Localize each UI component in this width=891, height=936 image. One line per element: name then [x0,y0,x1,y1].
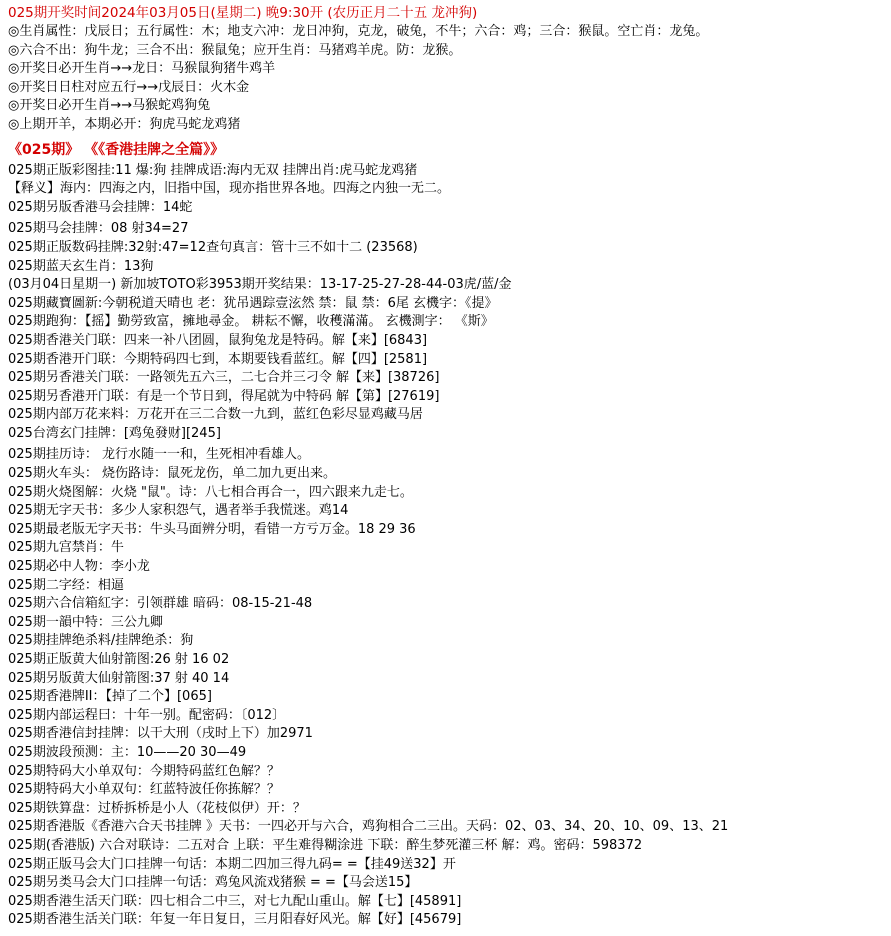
entry-line: 025期火车头： 烧伤路诗：鼠死龙伤，单二加九更出来。 [8,466,336,482]
entry-line: 025期另版香港马会挂牌：14蛇 [8,199,193,215]
entry-line: 025期二字经：相逼 [8,577,124,593]
entry-line: 025期另香港开门联：有是一个节日到，得尾就为中特码 解【第】[27619] [8,388,440,404]
entry-line: 025期正版彩图挂:11 爆:狗 挂牌成语:海内无双 挂牌出肖:虎马蛇龙鸡猪 [8,162,418,178]
rule-line: ◎开奖日日柱对应五行→→戊辰日：火木金 [8,79,250,95]
rule-line: ◎上期开羊，本期必开：狗虎马蛇龙鸡猪 [8,116,241,132]
entry-line: 025期蓝天玄生肖：13狗 [8,258,154,274]
entry-line: 025期香港开门联：今期特码四七到，本期要钱看蓝红。解【四】[2581] [8,351,428,367]
entry-line: 025期香港信封挂牌：以干大刑（戌时上下）加2971 [8,726,313,742]
entry-line: 025期一韻中特：三公九卿 [8,614,163,630]
entry-line: 025期正版黄大仙射箭图:26 射 16 02 [8,652,230,667]
entry-line: 025期正版马会大门口挂牌一句话：本期二四加三得九码= =【挂49送32】开 [8,856,456,872]
entry-line: 025期内部万花来料：万花开在三二合数一九到，蓝红色彩尽显鸡藏马居 [8,407,423,423]
entry-line: 025期波段预测：主：10——20 30—49 [8,744,247,760]
entry-line: 025期九宫禁肖：牛 [8,540,124,556]
entry-line: 025期最老版无字天书：牛头马面辨分明，看错一方亏万金。18 29 36 [8,521,416,537]
entry-line: 025期挂牌绝杀料/挂牌绝杀：狗 [8,633,194,649]
entry-line: 025期内部运程曰：十年一别。配密码：〔012〕 [8,707,286,723]
entry-line: 025期香港生活天门联：四七相合二中三，对七九配山重山。解【七】[45891] [8,893,462,909]
entry-line: 025期香港牌II：【掉了二个】[065] [8,689,212,705]
entry-line: 025期六合信箱紅字：引领群雄 暗码：08-15-21-48 [8,596,313,612]
rule-line: ◎开奖日必开生肖→→马猴蛇鸡狗兔 [8,98,211,114]
entry-line: 025期火烧图解：火烧 "鼠"。诗：八七相合再合一，四六跟来九走七。 [8,484,413,500]
entry-line: 025期特码大小单双句：红蓝特波任你拣解？？ [8,782,280,798]
entry-line: 025期正版数码挂牌:32射:47=12查句真言：管十三不如十二 (23568) [8,239,418,255]
entry-line: 025期跑狗：【摇】勤勞致富，擁地尋金。 耕耘不懈，收穫滿滿。 玄機測字： 《斯》 [8,314,494,330]
entry-line: 025期另版黄大仙射箭图:37 射 40 14 [8,670,230,686]
entry-line: 025期无字天书：多少人家积怨气，遇者举手我慌迷。鸡14 [8,503,349,519]
issue-label: 《025期》 [8,141,80,158]
section-title-text: 《《香港挂牌之全篇》》 [84,141,225,158]
entry-line: 【释义】海内：四海之内，旧指中国，现亦指世界各地。四海之内独一无二。 [8,181,451,197]
entry-line: 025期(香港版) 六合对联诗：二五对合 上联：平生难得糊涂进 下联：醉生梦死灌三杯 解：鸡。密码：598372 [8,837,643,853]
entry-line: 025期香港生活关门联：年复一年日复日，三月阳春好风光。解【好】[45679] [8,912,462,928]
entry-line: (03月04日星期一) 新加坡TOTO彩3953期开奖结果：13-17-25-27-28-44-03虎/蓝/金 [8,277,512,293]
entry-line: 025期藏寶圖新:今朝税道天晴也 老：犹吊遇踪壹泫然 禁：鼠 禁：6尾 玄機字：《提》 [8,295,498,311]
rule-line: ◎开奖日必开生肖→→龙日：马猴鼠狗猪牛鸡羊 [8,61,276,77]
entry-line: 025期必中人物：李小龙 [8,559,150,575]
entries-block [6,162,885,930]
entry-line: 025期香港版《香港六合天书挂牌 》天书：一四必开与六合，鸡狗相合二三出。天码：02、03、34、20、10、09、13、21 [8,819,729,835]
rule-line: ◎六合不出：狗牛龙；三合不出：猴鼠兔；应开生肖：马猪鸡羊虎。防：龙猴。 [8,42,462,58]
entry-line: 025台湾玄门挂牌：[鸡兔發财][245] [8,425,221,441]
draw-time-header: 025期开奖时间2024年03月05日(星期二) 晚9:30开 (农历正月二十五 龙冲狗) [8,5,478,21]
entry-line: 025期另类马会大门口挂牌一句话：鸡兔风流戏猪猴 = =【马会送15】 [8,875,418,891]
entry-line: 025期香港关门联：四来一补八团圆，鼠狗兔龙是特码。解【来】[6843] [8,332,428,348]
entry-line: 025期特码大小单双句：今期特码蓝红色解？？ [8,763,280,779]
rule-line: ◎生肖属性：戊辰日；五行属性：木；地支六冲：龙日冲狗，克龙，破兔，不牛；六合：鸡；三合：猴鼠。空亡肖：龙兔。 [8,24,709,39]
rules-block [6,23,885,135]
entry-line: 025期铁算盘：过桥拆桥是小人（花枝似伊）开：？ [8,800,306,816]
entry-line: 025期另香港关门联：一路领先五六三，二七合并三刁令 解【来】[38726] [8,370,440,386]
entry-line: 025期马会挂牌：08 射34=27 [8,221,189,237]
section-heading [6,138,885,162]
entry-line: 025期挂历诗： 龙行水随一一和，生死相冲看雄人。 [8,447,310,463]
